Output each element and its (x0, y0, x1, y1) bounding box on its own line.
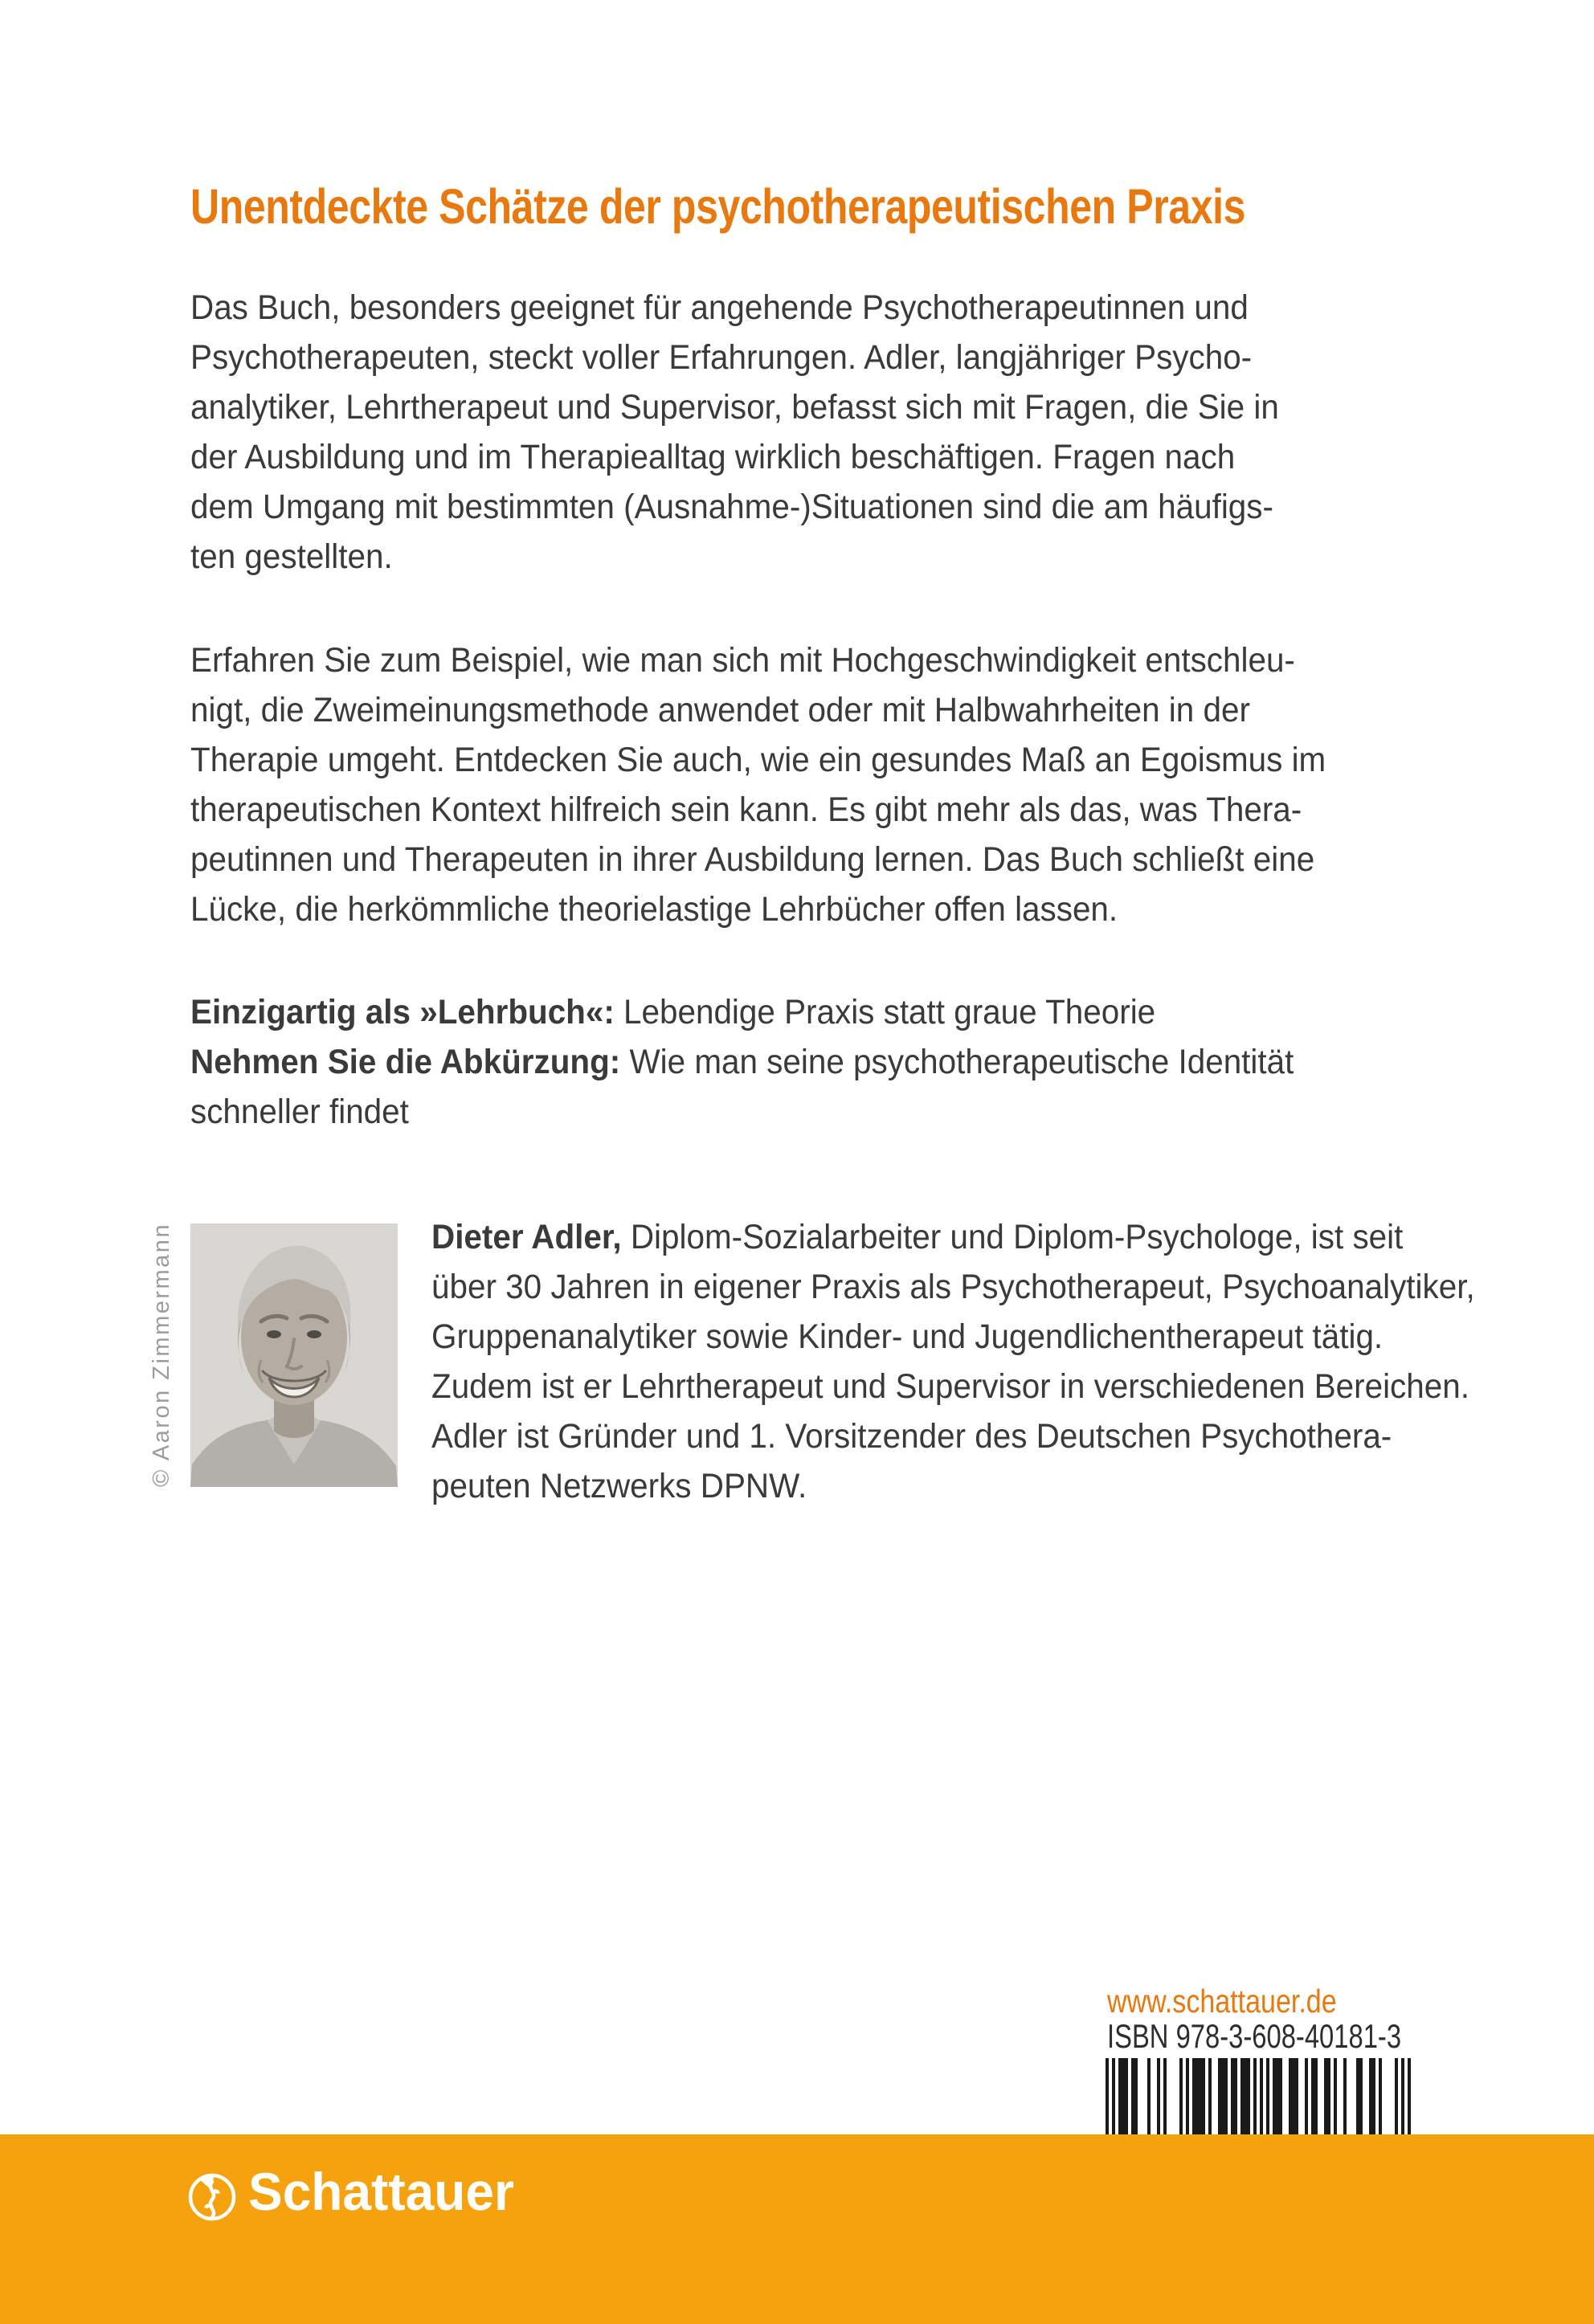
page-title: Unentdeckte Schätze der psychotherapeutischen Praxis (190, 179, 1246, 234)
photo-credit-text: © Aaron Zimmermann (149, 1222, 174, 1487)
photo-credit (143, 1223, 180, 1487)
highlight-lines (190, 987, 1368, 1137)
publisher-website-url: www.schattauer.de (1107, 1983, 1337, 2020)
text-line: Nehmen Sie die Abkürzung: Wie man seine psychotherapeutische Identität (190, 1043, 1294, 1081)
text-line: der Ausbildung und im Therapiealltag wirklich beschäftigen. Fragen nach (190, 438, 1236, 476)
text-line: Therapie umgeht. Entdecken Sie auch, wie ein gesundes Maß an Egoismus im (190, 741, 1326, 779)
text-line: peutinnen und Therapeuten in ihrer Ausbildung lernen. Das Buch schließt eine (190, 840, 1315, 879)
intro-paragraph-1 (190, 283, 1368, 582)
text-line: Adler ist Gründer und 1. Vorsitzender des Deutschen Psychothera- (431, 1417, 1392, 1456)
text-line: Dieter Adler, Diplom-Sozialarbeiter und Diplom-Psychologe, ist seit (431, 1218, 1404, 1256)
barcode-bar (1408, 2058, 1411, 2135)
author-bio (431, 1212, 1489, 1511)
text-line: dem Umgang mit bestimmten (Ausnahme-)Situationen sind die am häufigs- (190, 488, 1273, 526)
isbn-barcode (1106, 2058, 1411, 2135)
isbn-text: ISBN 978-3-608-40181-3 (1107, 2017, 1402, 2055)
text-line: Einzigartig als »Lehrbuch«: Lebendige Praxis statt graue Theorie (190, 993, 1156, 1031)
publisher-wordmark: Schattauer (248, 2162, 514, 2221)
publisher-logo (187, 2162, 589, 2228)
footer-bar (0, 2134, 1594, 2324)
text-line: ten gestellten. (190, 537, 393, 576)
text-line: Lücke, die herkömmliche theorielastige Lehrbücher offen lassen. (190, 890, 1118, 929)
text-line: Zudem ist er Lehrtherapeut und Supervisor in verschiedenen Bereichen. (431, 1367, 1469, 1406)
text-line: therapeutischen Kontext hilfreich sein kann. Es gibt mehr als das, was Thera- (190, 790, 1302, 829)
text-line: schneller findet (190, 1093, 409, 1131)
text-line: analytiker, Lehrtherapeut und Supervisor, befasst sich mit Fragen, die Sie in (190, 388, 1279, 427)
text-line: Das Buch, besonders geeignet für angehende Psychotherapeutinnen und (190, 288, 1249, 327)
text-line: Erfahren Sie zum Beispiel, wie man sich mit Hochgeschwindigkeit entschleu- (190, 641, 1295, 680)
text-line: Gruppenanalytiker sowie Kinder- und Jugendlichentherapeut tätig. (431, 1317, 1384, 1356)
text-line: Psychotherapeuten, steckt voller Erfahrungen. Adler, langjähriger Psycho- (190, 338, 1253, 377)
author-photo (190, 1223, 398, 1487)
intro-paragraph-2 (190, 635, 1368, 934)
schattauer-emblem-icon (187, 2172, 237, 2222)
text-line: peuten Netzwerks DPNW. (431, 1467, 807, 1505)
text-line: nigt, die Zweimeinungsmethode anwendet oder mit Halbwahrheiten in der (190, 691, 1250, 729)
author-photo-illustration (190, 1223, 398, 1487)
text-line: über 30 Jahren in eigener Praxis als Psychotherapeut, Psychoanalytiker, (431, 1268, 1475, 1306)
